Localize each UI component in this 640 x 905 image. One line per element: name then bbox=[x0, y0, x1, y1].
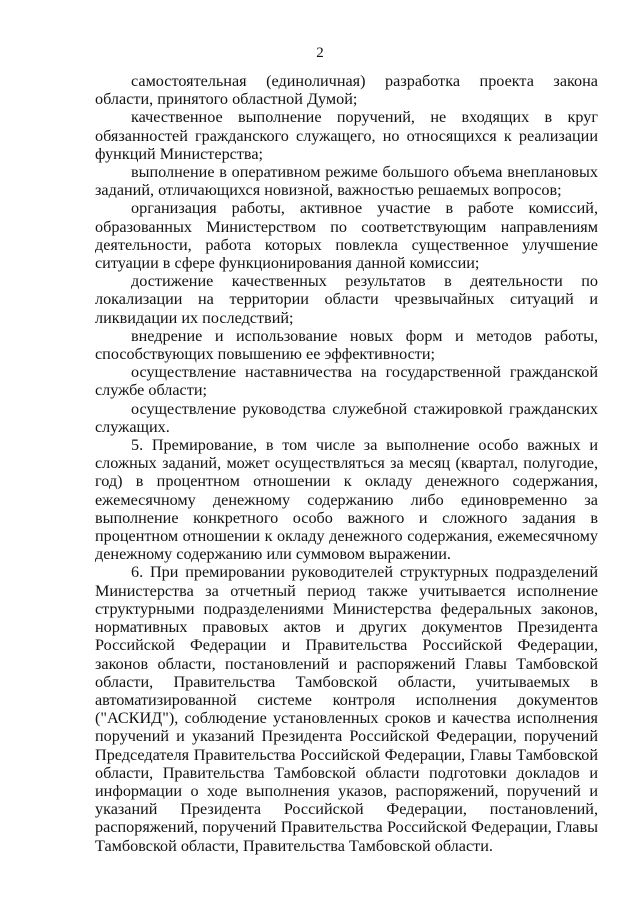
paragraph-item: 6. При премировании руководителей структурных подразделений Министерства за отчетный период также учитывается исполнение структурными подразделениями Министерства федеральных законов, нормативных правовых актов и других документов Президента Российской Федерации и Правительства Российской Федерации, законов области, постановлений и распоряжений Главы Тамбовской области, Правительства Тамбовской области, учитываемых в автоматизированной системе контроля исполнения документов ("АСКИД"), соблюдение установленных сроков и качества исполнения поручений и указаний Президента Российской Федерации, поручений Председателя Правительства Российской Федерации, Главы Тамбовской области, Правительства Тамбовской области подготовки докладов и информации о ходе выполнения указов, распоряжений, поручений и указаний Президента Российской Федерации, постановлений, распоряжений, поручений Правительства Российской Федерации, Главы Тамбовской области, Правительства Тамбовской области. bbox=[95, 563, 598, 855]
paragraph-item: 5. Премирование, в том числе за выполнение особо важных и сложных заданий, может осуществляться за месяц (квартал, полугодие, год) в процентном отношении к окладу денежного содержания, ежемесячному денежному содержанию либо единовременно за выполнение конкретного особо важного и сложного задания в процентном отношении к окладу денежного содержания, ежемесячному денежному содержанию или суммовом выражении. bbox=[95, 436, 598, 564]
paragraph-item: внедрение и использование новых форм и методов работы, способствующих повышению ее эффективности; bbox=[95, 326, 598, 364]
document-body bbox=[95, 72, 598, 855]
page-number: 2 bbox=[316, 45, 324, 61]
paragraph-item: выполнение в оперативном режиме большого объема внеплановых заданий, отличающихся новизной, важностью решаемых вопросов; bbox=[95, 163, 598, 200]
paragraph-item: качественное выполнение поручений, не входящих в круг обязанностей гражданского служащего, но относящихся к реализации функций Министерства; bbox=[95, 108, 598, 163]
paragraph-item: осуществление руководства служебной стажировкой гражданских служащих. bbox=[95, 399, 598, 436]
paragraph-item: самостоятельная (единоличная) разработка проекта закона области, принятого областной Думой; bbox=[95, 72, 598, 109]
paragraph-item: достижение качественных результатов в деятельности по локализации на территории области чрезвычайных ситуаций и ликвидации их последствий; bbox=[95, 272, 598, 327]
paragraph-item: осуществление наставничества на государственной гражданской службе области; bbox=[95, 363, 598, 400]
paragraph-item: организация работы, активное участие в работе комиссий, образованных Министерством по соответствующим направлениям деятельности, работа которых повлекла существенное улучшение ситуации в сфере функционирования данной комиссии; bbox=[95, 199, 598, 273]
